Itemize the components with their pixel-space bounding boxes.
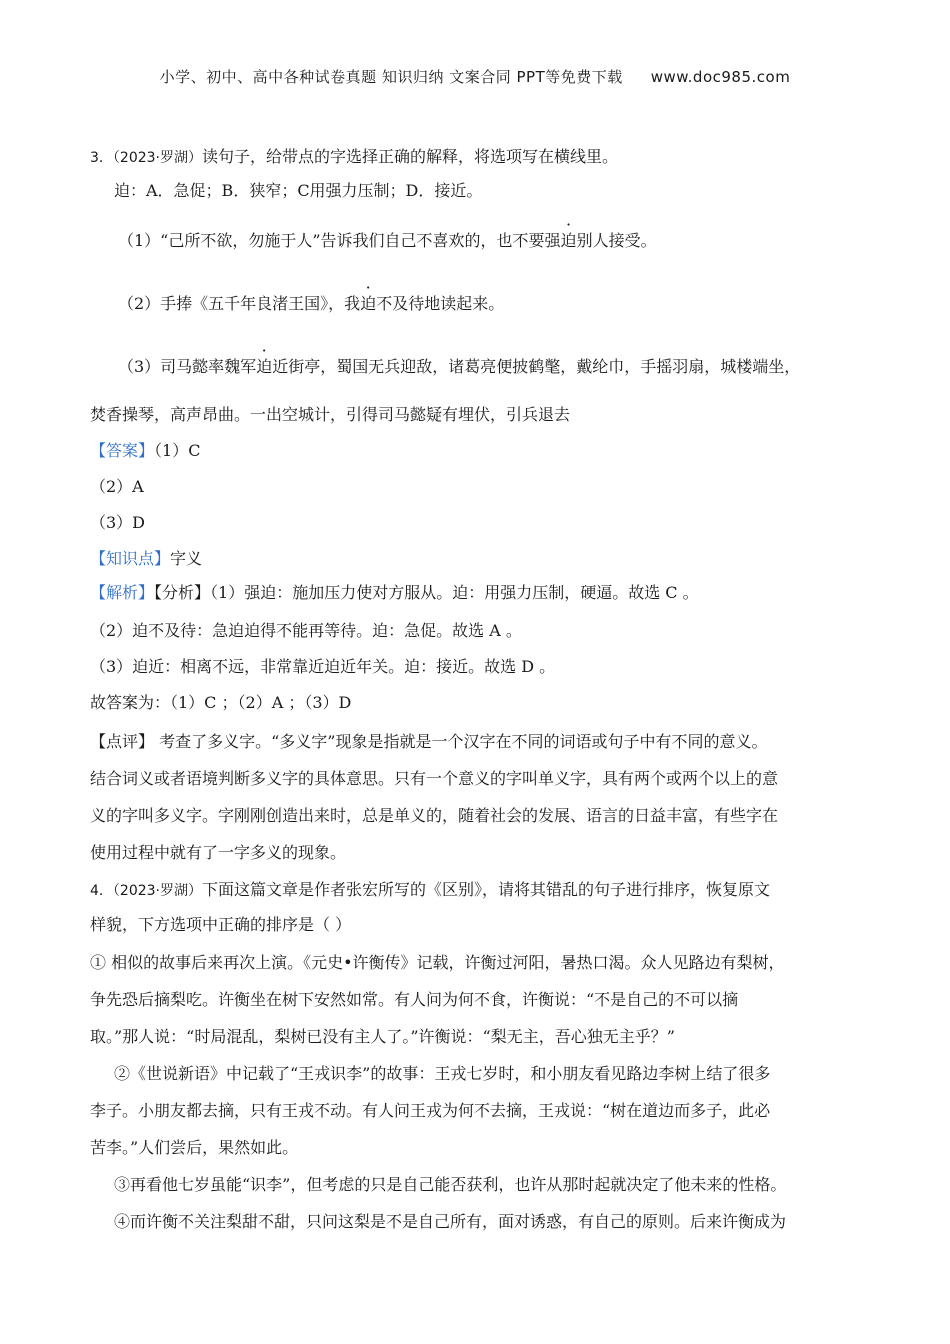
q3-s2-text-end: 不及待地读起来。 — [376, 294, 505, 313]
comment-2: 结合词义或者语境判断多义字的具体意思。只有一个意义的字叫单义字，具有两个或两个以上的意 — [90, 769, 779, 788]
q3-source: （2023·罗湖） — [112, 150, 203, 166]
header-title: 小学、初中、高中各种试卷真题 知识归纳 文案合同 PPT等免费下载 — [159, 68, 623, 86]
dotted-char: 迫 — [360, 294, 377, 313]
comment-3: 义的字叫多义字。字刚刚创造出来时，总是单义的，随着社会的发展、语言的日益丰富，有些字在 — [90, 806, 779, 825]
q4-p1-line1: ① 相似的故事后来再次上演。《元史•许衡传》记载，许衡过河阳，暑热口渴。众人见路边有梨树， — [90, 953, 785, 972]
dotted-char: 迫 — [560, 231, 577, 250]
answer-1: （1）C — [154, 441, 201, 460]
q4-p1-line3: 取。”那人说：“时局混乱，梨树已没有主人了。”许衡说：“梨无主，吾心独无主乎？” — [90, 1027, 675, 1046]
q4-p2-line2: 李子。小朋友都去摘，只有王戎不动。有人问王戎为何不去摘，王戎说：“树在道边而多子，此必 — [90, 1101, 771, 1120]
knowledge-value: 字义 — [170, 549, 203, 568]
q4-prompt-2: 样貌，下方选项中正确的排序是（ ） — [90, 915, 352, 934]
answer-2: （2）A — [90, 477, 144, 496]
q4-p2-line3: 苦李。”人们尝后，果然如此。 — [90, 1138, 299, 1157]
analysis-1: 【分析】（1）强迫：施加压力使对方服从。迫：用强力压制，硬逼。故选 C 。 — [154, 583, 699, 602]
q4-source: （2023·罗湖） — [112, 883, 203, 899]
q4-p2-line1: ②《世说新语》中记载了“王戎识李”的故事：王戎七岁时，和小朋友看见路边李树上结了很多 — [114, 1064, 771, 1083]
q3-analysis — [90, 582, 870, 604]
page-header — [0, 66, 950, 87]
knowledge-tag: 【知识点】 — [90, 549, 171, 568]
q4-p4: ④而许衡不关注梨甜不甜，只问这梨是不是自己所有，面对诱惑，有自己的原则。后来许衡成为 — [114, 1212, 787, 1231]
q3-s1-text-end: 别人接受。 — [576, 231, 657, 250]
q4-prompt-1: 下面这篇文章是作者张宏所写的《区别》，请将其错乱的句子进行排序，恢复原文 — [202, 880, 771, 899]
q4-p3: ③再看他七岁虽能“识李”，但考虑的只是自己能否获利，也许从那时起就决定了他未来的性格。 — [114, 1175, 787, 1194]
q3-sentence-1 — [118, 230, 898, 252]
q3-prompt: 读句子，给带点的字选择正确的解释，将选项写在横线里。 — [202, 147, 619, 166]
q3-s1-text: （1）“己所不欲，勿施于人”告诉我们自己不喜欢的，也不要强 — [118, 231, 561, 250]
q3-knowledge-point — [90, 548, 870, 570]
q4-p1-line2: 争先恐后摘梨吃。许衡坐在树下安然如常。有人问为何不食，许衡说：“不是自己的不可以摘 — [90, 990, 739, 1009]
dotted-char: 迫 — [256, 357, 273, 376]
header-site: www.doc985.com — [650, 68, 791, 86]
q3-s3-text: （3）司马懿率魏军 — [118, 357, 257, 376]
q3-sentence-3 — [118, 356, 898, 378]
final-answer: 故答案为：（1）C ；（2）A ；（3）D — [90, 693, 352, 712]
analysis-2: （2）迫不及待：急迫迫得不能再等待。迫：急促。故选 A 。 — [90, 621, 522, 640]
comment-1: 【点评】 考查了多义字。“多义字”现象是指就是一个汉字在不同的词语或句子中有不同的意义。 — [90, 732, 768, 751]
q3-number: 3． — [90, 150, 113, 166]
analysis-tag: 【解析】 — [90, 583, 155, 602]
answer-3: （3）D — [90, 513, 146, 532]
q3-title — [90, 146, 870, 169]
q3-s3-text-end: 近街亭，蜀国无兵迎敌，诸葛亮便披鹤氅，戴纶巾，手摇羽扇，城楼端坐， — [272, 357, 801, 376]
comment-4: 使用过程中就有了一字多义的现象。 — [90, 843, 347, 862]
q3-options: 迫：A．急促；B．狭窄；C用强力压制；D．接近。 — [114, 181, 483, 200]
q3-s2-text: （2）手捧《五千年良渚王国》，我 — [118, 294, 361, 313]
answer-tag: 【答案】 — [90, 441, 155, 460]
q3-answer — [90, 440, 870, 462]
q4-number: 4． — [90, 883, 113, 899]
q3-sentence-2 — [118, 293, 898, 315]
q4-title — [90, 879, 870, 902]
q3-sentence-3-cont: 焚香操琴，高声昂曲。一出空城计，引得司马懿疑有埋伏，引兵退去 — [90, 405, 571, 424]
analysis-3: （3）迫近：相离不远，非常靠近迫近年关。迫：接近。故选 D 。 — [90, 657, 556, 676]
